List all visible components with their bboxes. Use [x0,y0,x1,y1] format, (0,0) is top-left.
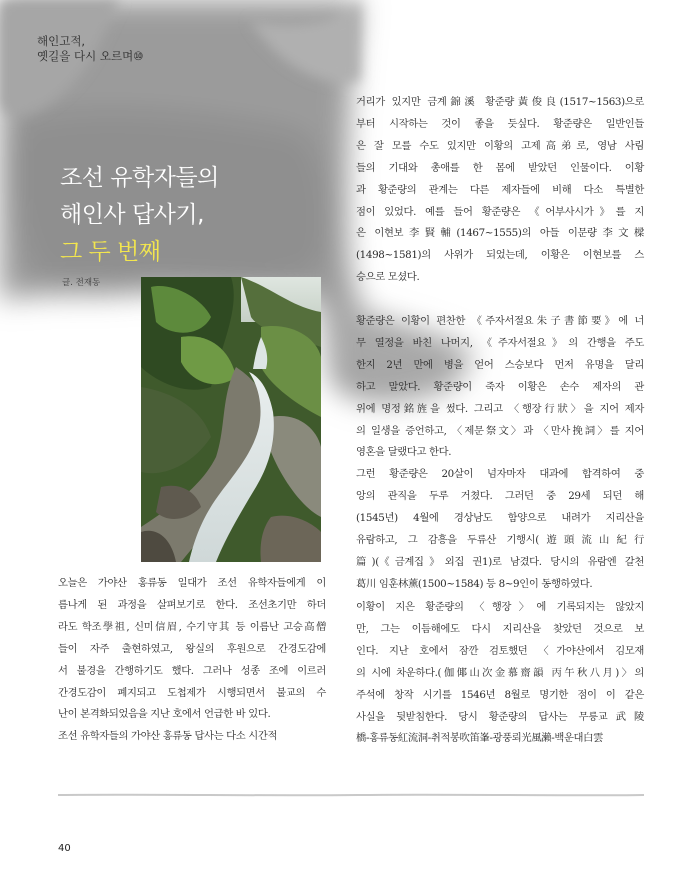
text-line: 점이 있었다. 예를 들어 황준량은 《어부사시가》를 지 [356,205,644,218]
text-line: 거리가 있지만 금계錦溪 황준량黃俊良(1517~1563)으로 [356,96,644,108]
text-line: 조선 유학자들의 가야산 홍류동 답사는 다소 시간적 [58,730,278,743]
text-line: 간경도감이 폐지되고 도첩제가 시행되면서 불교의 수 [58,686,326,699]
series-header [37,34,144,64]
brush-divider [58,793,644,797]
series-line-1: 해인고적, [37,34,86,48]
photo-illustration [141,277,321,562]
text-line: 부터 시작하는 것이 좋을 듯싶다. 황준량은 일반인들 [356,117,644,130]
text-line: 난이 본격화되었음을 지난 호에서 언급한 바 있다. [58,708,271,721]
title-line-3: 그 두 번째 [60,239,161,265]
text-line: 인다. 지난 호에서 잠깐 검토했던 〈가야산에서 김모재 [356,644,644,657]
text-line: 앙의 관직을 두루 거쳤다. 그러던 중 29세 되던 해 [356,490,644,503]
text-line: (1498~1581)의 사위가 되었는데, 이황은 이현보를 스 [356,249,644,262]
text-line: 篇)(《금계집》외집 권1)로 남겼다. 당시의 유람엔 갈천 [356,556,644,569]
series-line-2: 옛길을 다시 오르며⑩ [37,49,144,63]
page-number: 40 [58,843,71,854]
text-line: 은 이현보李賢輔(1467~1555)의 아들 이문량李文樑 [356,227,644,240]
valley-waterfall-photo [141,277,321,562]
paragraph-gap [356,289,644,311]
text-line: 승으로 모셨다. [356,271,420,284]
text-line: 하고 말았다. 황준량이 죽자 이황은 손수 제자의 관 [356,380,644,393]
text-line: 橋-홍류동紅流洞-취적봉吹笛峯-광풍뢰光風瀨-백운대白雲 [356,732,604,745]
text-line: 의 일생을 증언하고, 〈제문祭文〉과 〈만사挽詞〉를 지어 [356,424,644,437]
text-line: (1545년) 4월에 경상남도 함양으로 내려가 지리산을 [356,512,644,525]
text-line: 만, 그는 이듬해에도 다시 지리산을 찾았던 것으로 보 [356,622,644,635]
text-line: 의 시에 차운하다.(伽倻山次金慕齋韻 丙午秋八月)〉의 [356,666,644,679]
body-column-right-bottom [356,597,644,750]
article-title [60,160,219,271]
text-line: 이황이 지은 황준량의 〈행장〉에 기록되지는 않았지 [356,601,644,613]
text-line: 오늘은 가야산 홍류동 일대가 조선 유학자들에게 이 [58,577,326,589]
text-line: 사실을 뒷받침한다. 당시 황준량의 답사는 무릉교武陵 [356,710,644,723]
text-line: 葛川 임훈林薰(1500~1584) 등 8~9인이 동행하였다. [356,577,593,590]
text-line: 그런 황준량은 20살이 넘자마자 대과에 합격하여 중 [356,468,644,481]
body-column-left [58,573,326,748]
text-line: 위에 명정銘旌을 썼다. 그리고 〈행장行狀〉을 지어 제자 [356,402,644,415]
text-line: 유람하고, 그 감흥을 두류산 기행시(遊頭流山紀行 [356,534,644,547]
text-line: 름나게 된 과정을 살펴보기로 한다. 조선초기만 하더 [58,598,326,611]
text-line: 한지 2년 만에 병을 얻어 스승보다 먼저 유명을 달리 [356,358,644,371]
text-line: 영혼을 달랬다고 한다. [356,446,452,459]
text-line: 은 잘 모를 수도 있지만 이황의 고제高弟로, 영남 사림 [356,139,644,152]
title-line-2: 해인사 답사기, [60,202,204,228]
title-line-1: 조선 유학자들의 [60,165,219,191]
text-line: 라도 학조學祖, 신미信眉, 수기守其 등 이름난 고승高僧 [58,620,326,633]
text-line: 주석에 창작 시기를 1546년 8월로 명기한 점이 이 같은 [356,688,644,701]
text-line: 황준량은 이황이 편찬한 《주자서절요朱子書節要》에 너 [356,315,644,328]
text-line: 서 불경을 간행하기도 했다. 그러나 성종 조에 이르러 [58,664,326,677]
text-line: 들이 자주 출현하였고, 왕실의 후원으로 간경도감에 [58,642,326,655]
text-line: 과 황준량의 관계는 다른 제자들에 비해 다소 특별한 [356,183,644,196]
body-column-right-top [356,92,644,596]
text-line: 무 열정을 바친 나머지, 《주자서절요》의 간행을 주도 [356,336,644,349]
text-line: 들의 기대와 총애를 한 몸에 받았던 인물이다. 이황 [356,161,644,174]
byline: 글. 전재동 [62,278,101,288]
